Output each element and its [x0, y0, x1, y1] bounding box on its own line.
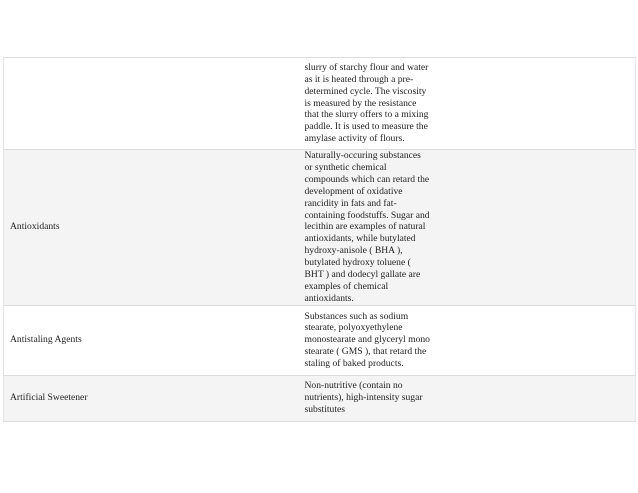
- definition-text: Non-nutritive (contain no nutrients), high-intensity sugar substitutes: [304, 380, 423, 416]
- definition-cell: [297, 150, 437, 306]
- empty-cell: [437, 375, 636, 421]
- table-row: [4, 305, 636, 375]
- definition-text: slurry of starchy flour and water as it is heated through a pre-determined cycle. The viscosity is measured by the resistance that the slurry offers to a mixing paddle. It is used to measure the amylase activity of flours.: [304, 61, 429, 145]
- term-cell: [4, 58, 297, 150]
- term-cell: Antistaling Agents: [4, 305, 297, 375]
- table-row: [4, 375, 636, 421]
- empty-cell: [437, 150, 636, 306]
- empty-cell: [437, 58, 636, 150]
- table-row: [4, 58, 636, 150]
- empty-cell: [437, 305, 636, 375]
- term-cell: Artificial Sweetener: [4, 375, 297, 421]
- definition-cell: [297, 375, 437, 421]
- table-row: [4, 150, 636, 306]
- glossary-table: [3, 57, 636, 422]
- definition-cell: [297, 58, 437, 150]
- term-cell: Antioxidants: [4, 150, 297, 306]
- definition-cell: [297, 305, 437, 375]
- definition-text: Substances such as sodium stearate, polyoxyethylene monostearate and glyceryl mono stearate ( GMS ), that retard the staling of baked products.: [304, 310, 430, 370]
- definition-text: Naturally-occuring substances or synthetic chemical compounds which can retard the development of oxidative rancidity in fats and fat-containing foodstuffs. Sugar and lecithin are examples of natural antioxidants, while butylated hydroxy-anisole ( BHA ), butylated hydroxy toluene ( BHT ) and dodecyl gallate are examples of chemical antioxidants.: [304, 150, 430, 304]
